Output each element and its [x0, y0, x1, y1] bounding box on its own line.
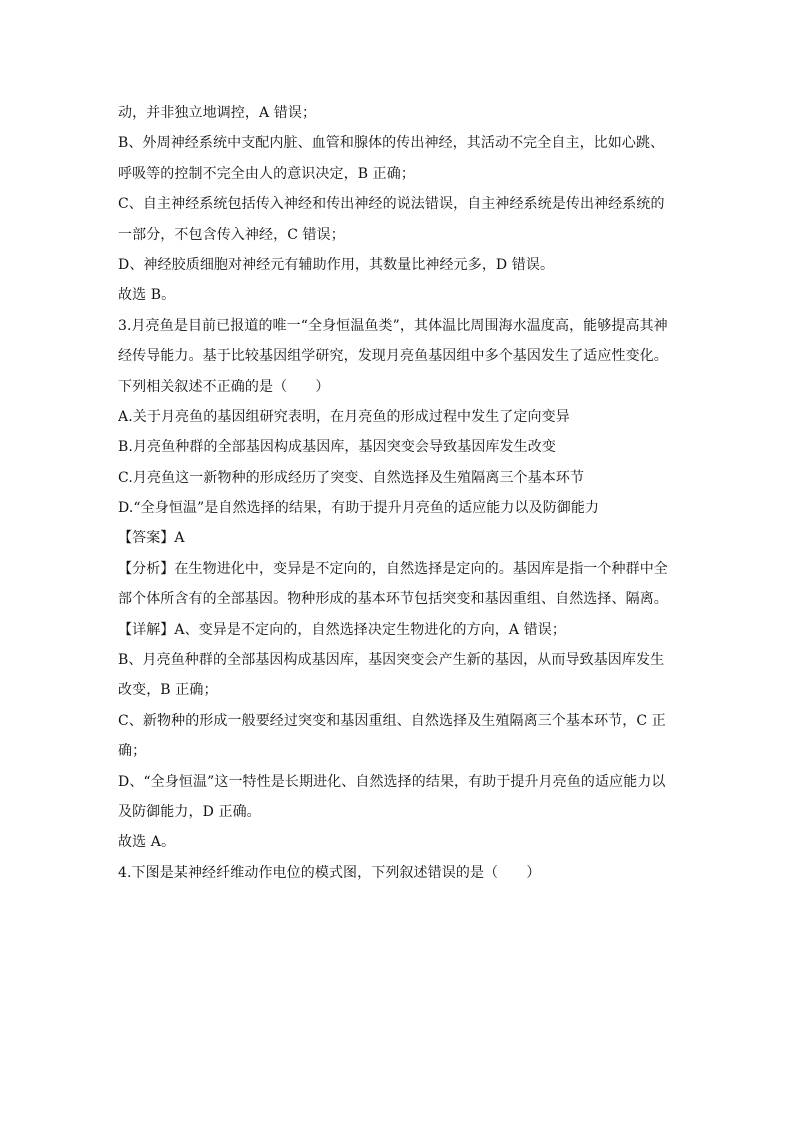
text-line: D、神经胶质细胞对神经元有辅助作用，其数量比神经元多，D 错误。 — [118, 256, 555, 273]
option-d: D.“全身恒温”是自然选择的结果，有助于提升月亮鱼的适应能力以及防御能力 — [118, 500, 600, 517]
text-line: 确； — [118, 743, 147, 760]
text-line: 及防御能力，D 正确。 — [118, 803, 261, 820]
analysis-line: 【分析】在生物进化中，变异是不定向的，自然选择是定向的。基因库是指一个种群中全 — [118, 560, 668, 577]
text-line: B、外周神经系统中支配内脏、血管和腺体的传出神经，其活动不完全自主，比如心跳、 — [118, 135, 665, 152]
text-line: B、月亮鱼种群的全部基因构成基因库，基因突变会产生新的基因，从而导致基因库发生 — [118, 652, 665, 669]
question-4-stem: 4.下图是某神经纤维动作电位的模式图，下列叙述错误的是（ ） — [118, 864, 541, 881]
text-line: C、自主神经系统包括传入神经和传出神经的说法错误，自主神经系统是传出神经系统的 — [118, 196, 665, 213]
option-c: C.月亮鱼这一新物种的形成经历了突变、自然选择及生殖隔离三个基本环节 — [118, 469, 585, 486]
question-3-stem: 下列相关叙述不正确的是（ ） — [118, 378, 330, 395]
document-body — [118, 98, 688, 888]
text-line: 一部分，不包含传入神经，C 错误； — [118, 226, 345, 243]
analysis-line: 部个体所含有的全部基因。物种形成的基本环节包括突变和基因重组、自然选择、隔离。 — [118, 591, 668, 608]
text-line: 改变，B 正确； — [118, 682, 218, 699]
question-3-stem: 3.月亮鱼是目前已报道的唯一“全身恒温鱼类”，其体温比周围海水温度高，能够提高其神 — [118, 317, 668, 334]
answer-line: 【答案】A — [118, 530, 185, 547]
text-line: 动，并非独立地调控，A 错误； — [118, 105, 317, 121]
text-line: 呼吸等的控制不完全由人的意识决定，B 正确； — [118, 165, 415, 182]
text-line: D、“全身恒温”这一特性是长期进化、自然选择的结果，有助于提升月亮鱼的适应能力以 — [118, 773, 666, 790]
text-line: C、新物种的形成一般要经过突变和基因重组、自然选择及生殖隔离三个基本环节，C 正 — [118, 712, 666, 729]
text-line: 故选 A。 — [118, 834, 176, 851]
question-3-stem: 经传导能力。基于比较基因组学研究，发现月亮鱼基因组中多个基因发生了适应性变化。 — [118, 348, 668, 365]
option-b: B.月亮鱼种群的全部基因构成基因库，基因突变会导致基因库发生改变 — [118, 439, 556, 456]
text-line: 故选 B。 — [118, 287, 176, 304]
option-a: A.关于月亮鱼的基因组研究表明，在月亮鱼的形成过程中发生了定向变异 — [118, 408, 570, 425]
explanation-line: 【详解】A、变异是不定向的，自然选择决定生物进化的方向，A 错误； — [118, 621, 566, 638]
